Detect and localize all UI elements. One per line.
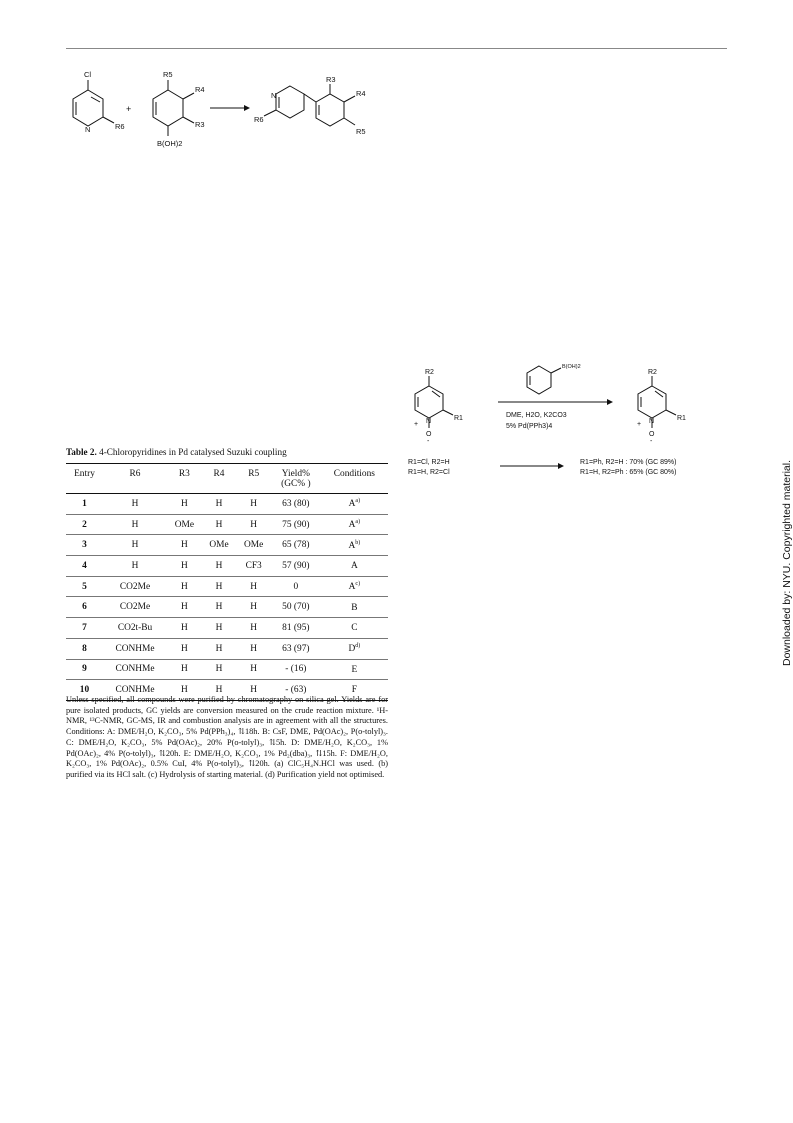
- header-r6: R6: [103, 464, 167, 494]
- left-case-1: R1=Cl, R2=H: [408, 459, 450, 466]
- label-n-product: N: [649, 418, 655, 425]
- results-table: [66, 463, 388, 701]
- cell-conditions: $A^{c)}$: [321, 576, 388, 597]
- cell-r6: CO2Me: [103, 576, 167, 597]
- label-r6: R6: [115, 122, 125, 131]
- table-row: [66, 638, 388, 659]
- cell-r6: CO2Me: [103, 597, 167, 618]
- cell-yield: 65 (78): [271, 535, 321, 556]
- cell-r6: H: [103, 514, 167, 535]
- cell-conditions: A: [321, 556, 388, 577]
- suzuki-scheme: [58, 62, 388, 162]
- cell-r6: CONHMe: [103, 659, 167, 680]
- label-boh2: B(OH)2: [562, 364, 581, 370]
- cell-entry: 7: [66, 618, 103, 639]
- header-r4: R4: [202, 464, 237, 494]
- label-r1: R1: [454, 415, 463, 422]
- table-row: [66, 556, 388, 577]
- cell-r3: H: [167, 535, 202, 556]
- cell-r5: H: [236, 494, 271, 515]
- cell-r5: CF3: [236, 556, 271, 577]
- table-row: [66, 597, 388, 618]
- cell-yield: - (63): [271, 680, 321, 701]
- table-caption-text: 4-Chloropyridines in Pd catalysed Suzuki coupling: [96, 447, 287, 457]
- label-r4: R4: [195, 85, 205, 94]
- cell-r5: H: [236, 576, 271, 597]
- cell-r3: H: [167, 494, 202, 515]
- table-2: [66, 447, 388, 701]
- conditions-line2: 5% Pd(PPh3)4: [506, 423, 553, 430]
- label-r6-product: R6: [254, 115, 264, 124]
- cell-entry: 10: [66, 680, 103, 701]
- label-r5-product: R5: [356, 127, 366, 136]
- cell-entry: 6: [66, 597, 103, 618]
- label-minus-product: -: [650, 438, 653, 445]
- cell-entry: 4: [66, 556, 103, 577]
- label-o-product: O: [649, 431, 655, 438]
- header-r5: R5: [236, 464, 271, 494]
- cell-yield: 57 (90): [271, 556, 321, 577]
- cell-r5: H: [236, 597, 271, 618]
- left-case-2: R1=H, R2=Cl: [408, 469, 450, 476]
- cell-r3: H: [167, 638, 202, 659]
- cell-entry: 9: [66, 659, 103, 680]
- n-oxide-scheme: [402, 360, 722, 485]
- label-minus: -: [427, 438, 430, 445]
- cell-conditions: $A^{a)}$: [321, 514, 388, 535]
- label-r3: R3: [195, 120, 205, 129]
- header-rule: [66, 48, 727, 49]
- cell-r4: H: [202, 556, 237, 577]
- cell-r3: OMe: [167, 514, 202, 535]
- cell-r5: H: [236, 659, 271, 680]
- label-cl: Cl: [84, 70, 92, 79]
- cell-r4: H: [202, 494, 237, 515]
- cell-r3: H: [167, 659, 202, 680]
- cell-r5: H: [236, 638, 271, 659]
- table-row: [66, 576, 388, 597]
- cell-r5: H: [236, 514, 271, 535]
- table-row: [66, 618, 388, 639]
- cell-conditions: F: [321, 680, 388, 701]
- table-caption: [66, 447, 388, 457]
- cell-yield: 81 (95): [271, 618, 321, 639]
- cell-conditions: $A^{b)}$: [321, 535, 388, 556]
- cell-r4: OMe: [202, 535, 237, 556]
- cell-r6: H: [103, 556, 167, 577]
- cell-r4: H: [202, 597, 237, 618]
- table-caption-bold: Table 2.: [66, 447, 97, 457]
- cell-entry: 1: [66, 494, 103, 515]
- cell-r3: H: [167, 556, 202, 577]
- cell-entry: 3: [66, 535, 103, 556]
- label-o: O: [426, 431, 432, 438]
- cell-r3: H: [167, 618, 202, 639]
- cell-entry: 5: [66, 576, 103, 597]
- cell-conditions: C: [321, 618, 388, 639]
- cell-r6: CONHMe: [103, 638, 167, 659]
- cell-entry: 8: [66, 638, 103, 659]
- cell-conditions: E: [321, 659, 388, 680]
- label-n: N: [426, 418, 432, 425]
- conditions-line1: DME, H2O, K2CO3: [506, 412, 567, 419]
- cell-r5: H: [236, 680, 271, 701]
- table-footnote: Unless specified, all compounds were purified by chromatography on silica gel. Yields are for pure isolated products, GC yields are conversion measured on the crude reaction mixture. ¹H-NMR, ¹³C-NMR, GC-MS, IR and combustion analysis are in agreement with all the structures. Conditions: A: DME/H₂O, K₂CO₃, 5% Pd(PPh₃)₄, ⇅18h. B: CsF, DME, Pd(OAc)₂, P(o-tolyl)₃. C: DME/H₂O, K₂CO₃, 5% Pd(OAc)₂, 20% P(o-tolyl)₃, ⇅5h. D: DME/H₂O, K₂CO₃, 1% Pd(OAc)₂, 4% P(o-tolyl)₃, ⇅20h. E: DME/H₂O, K₂CO₃, 1% Pd₂(dba)₃, ⇅15h. F: DME/H₂O, K₂CO₃, 1% Pd(OAc)₂, 0.5% CuI, 4% P(o-tolyl)₃, ⇅20h. (a) ClC₅H₄N.HCl was used. (b) purified via its HCl salt. (c) Hydrolysis of starting material. (d) Purification yield not optimised.: [66, 695, 388, 779]
- cell-r4: H: [202, 514, 237, 535]
- cell-r3: H: [167, 576, 202, 597]
- cell-conditions: $D^{d)}$: [321, 638, 388, 659]
- table-row: [66, 659, 388, 680]
- cell-r5: H: [236, 618, 271, 639]
- cell-yield: 63 (80): [271, 494, 321, 515]
- table-row: [66, 494, 388, 515]
- header-conditions: Conditions: [321, 464, 388, 494]
- cell-r4: H: [202, 638, 237, 659]
- label-plus: +: [414, 421, 419, 428]
- label-r4-product: R4: [356, 89, 366, 98]
- cell-yield: 75 (90): [271, 514, 321, 535]
- cell-yield: 63 (97): [271, 638, 321, 659]
- label-n1: N: [85, 125, 91, 134]
- label-r2-product: R2: [648, 369, 657, 376]
- table-row: [66, 514, 388, 535]
- header-r3: R3: [167, 464, 202, 494]
- cell-r4: H: [202, 576, 237, 597]
- label-r2: R2: [425, 369, 434, 376]
- cell-r4: H: [202, 618, 237, 639]
- header-yield: Yield% (GC% ): [271, 464, 321, 494]
- cell-yield: - (16): [271, 659, 321, 680]
- table-row: [66, 535, 388, 556]
- cell-entry: 2: [66, 514, 103, 535]
- label-n-product: N: [271, 91, 277, 100]
- plus-sign: +: [126, 104, 132, 114]
- right-case-2: R1=H, R2=Ph : 65% (GC 80%): [580, 469, 677, 476]
- cell-r6: H: [103, 494, 167, 515]
- cell-yield: 50 (70): [271, 597, 321, 618]
- right-case-1: R1=Ph, R2=H : 70% (GC 89%): [580, 459, 677, 466]
- cell-r4: H: [202, 680, 237, 701]
- label-r1-product: R1: [677, 415, 686, 422]
- cell-r4: H: [202, 659, 237, 680]
- cell-r3: H: [167, 680, 202, 701]
- label-r5: R5: [163, 70, 173, 79]
- cell-r3: H: [167, 597, 202, 618]
- header-entry: Entry: [66, 464, 103, 494]
- cell-conditions: B: [321, 597, 388, 618]
- cell-r6: CONHMe: [103, 680, 167, 701]
- cell-yield: 0: [271, 576, 321, 597]
- cell-r6: H: [103, 535, 167, 556]
- label-r3-product: R3: [326, 75, 336, 84]
- cell-r5: OMe: [236, 535, 271, 556]
- cell-r6: CO2t-Bu: [103, 618, 167, 639]
- cell-conditions: $A^{a)}$: [321, 494, 388, 515]
- label-boh2: B(OH)2: [157, 139, 183, 148]
- label-plus-product: +: [637, 421, 642, 428]
